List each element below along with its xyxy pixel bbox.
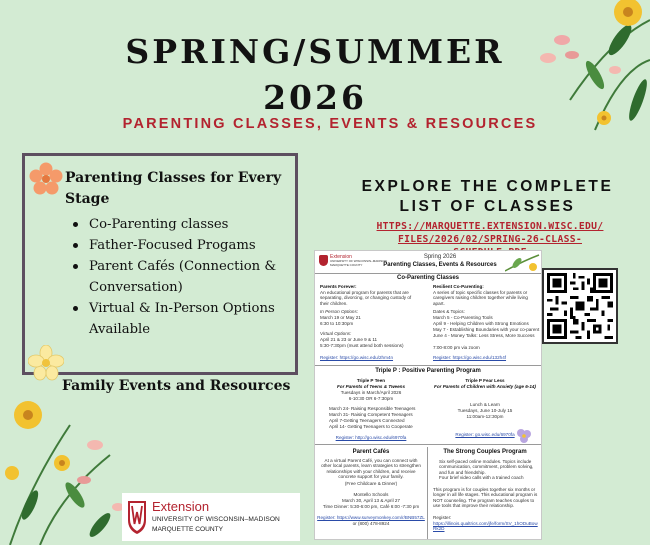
page-title-line1: SPRING/SUMMER [125, 32, 505, 71]
list-item: Virtual & In-Person Options Available [73, 298, 293, 340]
schedule-link-line2[interactable]: FILES/2026/02/SPRING-26-CLASS- [398, 234, 582, 245]
rc-dates: Dates & Topics: [433, 309, 465, 314]
tp-fear-sub: For Parents of Children with Anxiety (age 6-14) [434, 384, 536, 389]
cafe-desc: At a virtual Parent Café, you can connect with other local parents, learn strategies to strengthen relationships with your children, and receive concrete support for your family. [321, 458, 421, 480]
flyer-logo-uw: UNIVERSITY OF WISCONSIN–MADISON [330, 259, 387, 263]
sc-title: The Strong Couples Program [443, 449, 527, 455]
sc-bullet: Six self-paced online modules. Topics include communication, commitment, problem solving, and fun and friendship. [439, 459, 534, 475]
rc-desc: A series of topic specific classes for parents or caregivers raising children together while living apart. [433, 290, 528, 306]
tp-fear-when: Tuesdays, June 10-July 15 [457, 408, 513, 413]
pf-inperson: In Person Options: [320, 309, 359, 314]
rc-title: Resilient Co-Parenting: [433, 284, 484, 289]
list-item: Father-Focused Progams [73, 235, 293, 256]
yellow-flower-icon [28, 345, 64, 381]
explore-heading-line2: LIST OF CLASSES [399, 198, 576, 215]
sc-register-link[interactable]: https://illinois.qualtrics.com/jfe/form/SV_1hODuBowRk2D [433, 521, 538, 532]
flyer-title2: Parenting Classes, Events & Resources [383, 262, 497, 268]
pf-inperson-dates: March 19 or May 21 [320, 315, 361, 320]
rc-topic: May 7 - Establishing Boundaries with your co-parent [433, 327, 540, 332]
logo-extension-text: Extension [152, 499, 210, 514]
tp-teen-register-link[interactable]: Register: http://go.wisc.edu/6970fa [335, 435, 407, 440]
explore-heading-line1: EXPLORE THE COMPLETE [361, 178, 614, 195]
cafe-time: Time Dinner: 5:30-6:00 pm, Café 6:00 -7:30 pm [322, 504, 420, 509]
schedule-link-line1[interactable]: HTTPS://MARQUETTE.EXTENSION.WISC.EDU/ [376, 221, 604, 232]
tp-session: April 7-Getting Teenagers Connected [329, 418, 405, 423]
flyer-purple-flower-icon [513, 427, 537, 445]
pf-register-link[interactable]: Register: https://go.wisc.edu/2hm4n [320, 355, 394, 360]
sc-bullet: Four brief video calls with a trained coach [439, 475, 524, 480]
list-item: Co-Parenting classes [73, 214, 293, 235]
rc-topic: June 4 - Money Talks: Less Stress, More Success [433, 333, 535, 338]
cafe-dates: March 30, April 13 & April 27 [342, 498, 400, 503]
tp-session: March 31- Raising Competent Teenagers [329, 412, 413, 417]
flyer-logo-extension: Extension [330, 254, 352, 260]
page-subtitle: PARENTING CLASSES, EVENTS & RESOURCES [122, 116, 538, 132]
rc-topic: March 5 - Co-Parenting Tools [433, 315, 493, 320]
uw-crest-icon [319, 255, 328, 266]
tp-session: April 14- Getting Teenagers to Cooperate [329, 424, 413, 429]
qr-code-icon[interactable] [542, 268, 618, 344]
tp-fear-lunch: Lunch & Learn [470, 402, 500, 407]
peach-flower-icon [29, 162, 63, 196]
pf-virtual: Virtual Options: [320, 331, 352, 336]
pf-virtual-dates: April 21 & 23 or June 9 & 11 [320, 337, 378, 342]
uw-crest-icon [127, 498, 147, 536]
logo-county-text: MARQUETTE COUNTY [152, 526, 224, 533]
rc-register-link[interactable]: Register: https://go.wisc.edu/132h4f [433, 355, 507, 360]
cafe-free: (Free Childcare & Dinner) [344, 481, 398, 486]
list-item: Parent Cafés (Connection & Conversation) [73, 256, 293, 298]
pf-virtual-time: 5:30-7:30pm (must attend both sessions) [320, 343, 404, 348]
flyer-logo-county: MARQUETTE COUNTY [330, 262, 363, 267]
tp-teen-sub: For Parents of Teens & Tweens [336, 384, 406, 389]
schedule-flyer [314, 250, 542, 540]
pf-desc: An educational program for parents that are separating, divorcing, or changing custody of their children. [320, 290, 412, 306]
tp-session: March 24- Raising Responsible Teenagers [329, 406, 416, 411]
triplep-header: Triple P : Positive Parenting Program [375, 368, 481, 374]
floral-decoration-bottom-left [0, 385, 130, 545]
tp-fear-register-link[interactable]: Register: go.wisc.edu/6970fa [455, 432, 515, 437]
family-events-heading: Family Events and Resources [62, 378, 291, 394]
rc-topic: April 9 - Helping Children with Strong Emotions [433, 321, 529, 326]
extension-logo [122, 493, 300, 541]
page-title-line2: 2026 [263, 78, 367, 117]
logo-university-text: UNIVERSITY OF WISCONSIN–MADISON [152, 516, 280, 523]
tp-teen-time: 6-10:30 OR 6-7:30pm [348, 396, 394, 401]
coparenting-header: Co-Parenting Classes [396, 275, 460, 281]
pf-inperson-time: 6:30 to 10:30pm [320, 321, 354, 326]
flyer-flower-icon [505, 253, 541, 273]
cafe-school: Montello Schools [353, 492, 389, 497]
tp-fear-time: 11:00am-12:30pm [466, 414, 504, 419]
cafe-title: Parent Cafés [352, 449, 390, 455]
pf-title: Parents Forever: [320, 284, 357, 289]
rc-time: 7:00-8:00 pm via zoom [433, 345, 480, 350]
sc-desc: This program is for couples together six months or longer in all life stages. This educational program is NOT counseling. The program teaches couples to use tools that improve their relationship. [433, 487, 538, 509]
tp-teen-when: Tuesdays in March/April 2026 [340, 390, 402, 395]
classes-box [22, 153, 298, 375]
flyer-title1: Spring 2026 [423, 254, 457, 260]
cafe-phone: or (800) 478-8924 [352, 521, 390, 526]
classes-heading: Parenting Classes for Every Stage [65, 170, 282, 207]
tp-teen-title: Triple P Teen [356, 378, 386, 383]
tp-fear-title: Triple P Fear Less [465, 378, 505, 383]
cafe-register-link[interactable]: Register: https://www.surveymonkey.com/r/BNB57ZL [317, 515, 425, 520]
classes-list [73, 214, 293, 340]
sc-register: Register: [433, 515, 452, 520]
